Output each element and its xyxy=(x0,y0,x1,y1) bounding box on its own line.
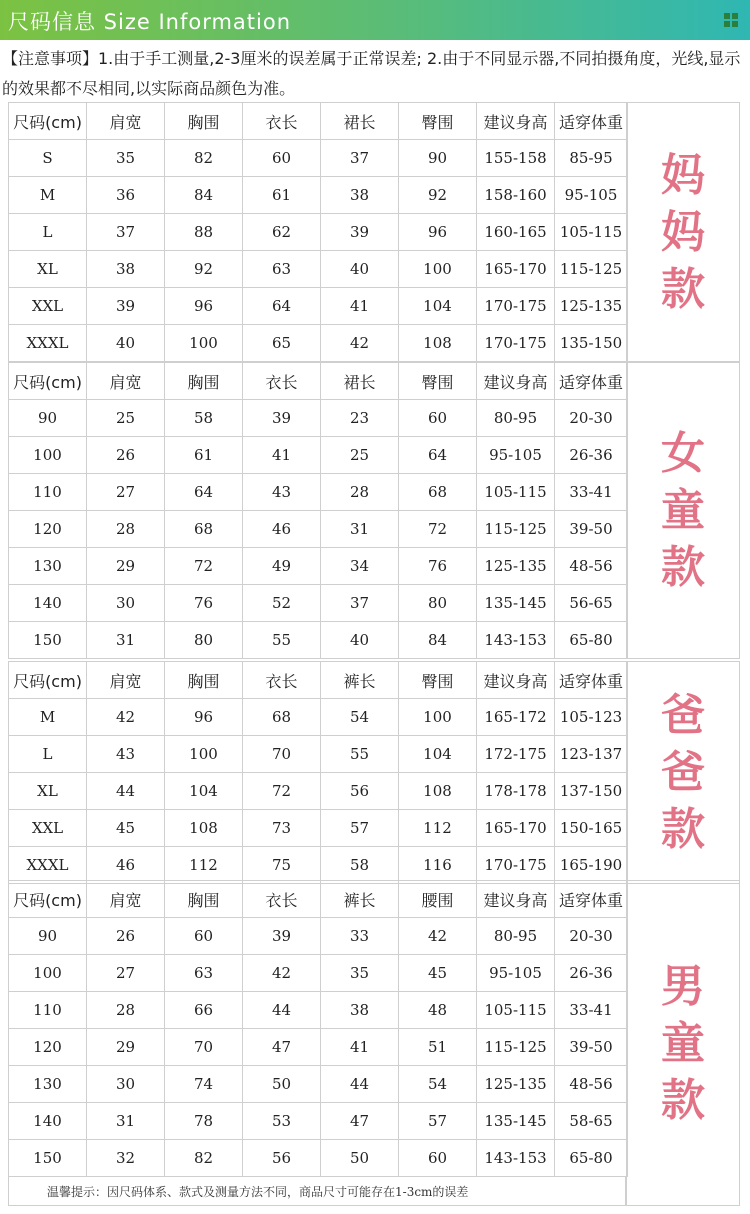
size-table xyxy=(8,661,628,884)
table-cell: 108 xyxy=(165,810,243,847)
table-cell: 95-105 xyxy=(477,955,555,992)
table-row xyxy=(9,1103,628,1140)
table-cell: 39 xyxy=(87,288,165,325)
table-cell: 104 xyxy=(399,736,477,773)
table-cell: 72 xyxy=(165,548,243,585)
size-section-4 xyxy=(8,880,628,1177)
table-cell: 165-170 xyxy=(477,251,555,288)
table-cell: 76 xyxy=(399,548,477,585)
table-cell: 43 xyxy=(243,474,321,511)
table-row xyxy=(9,992,628,1029)
table-cell: 26 xyxy=(87,918,165,955)
table-cell: 57 xyxy=(321,810,399,847)
table-cell: 55 xyxy=(243,622,321,659)
table-cell: 29 xyxy=(87,1029,165,1066)
column-header: 胸围 xyxy=(165,103,243,140)
table-cell: 105-115 xyxy=(477,474,555,511)
table-cell: 39 xyxy=(243,918,321,955)
table-cell: 23 xyxy=(321,400,399,437)
table-cell: 96 xyxy=(165,288,243,325)
column-header: 胸围 xyxy=(165,881,243,918)
table-cell: 45 xyxy=(87,810,165,847)
column-header: 适穿体重 xyxy=(555,103,628,140)
table-cell: 112 xyxy=(165,847,243,884)
table-cell: XXXL xyxy=(9,325,87,362)
table-cell: 32 xyxy=(87,1140,165,1177)
section-label-char: 童 xyxy=(661,485,705,536)
column-header: 肩宽 xyxy=(87,363,165,400)
section-label-char: 款 xyxy=(661,542,705,593)
table-cell: 120 xyxy=(9,511,87,548)
table-cell: 100 xyxy=(399,699,477,736)
table-cell: 42 xyxy=(87,699,165,736)
table-cell: 26-36 xyxy=(555,955,628,992)
table-cell: 66 xyxy=(165,992,243,1029)
table-cell: 34 xyxy=(321,548,399,585)
table-header-row xyxy=(9,103,628,140)
table-cell: 108 xyxy=(399,325,477,362)
table-cell: 63 xyxy=(243,251,321,288)
table-cell: 53 xyxy=(243,1103,321,1140)
table-cell: 60 xyxy=(399,1140,477,1177)
table-cell: XXXL xyxy=(9,847,87,884)
table-cell: 58 xyxy=(321,847,399,884)
column-header: 胸围 xyxy=(165,662,243,699)
table-cell: 41 xyxy=(321,288,399,325)
column-header: 尺码(cm) xyxy=(9,103,87,140)
section-label-char: 童 xyxy=(661,1017,705,1069)
table-row xyxy=(9,585,628,622)
table-cell: 170-175 xyxy=(477,288,555,325)
table-cell: 39-50 xyxy=(555,1029,628,1066)
table-row xyxy=(9,400,628,437)
table-cell: 58-65 xyxy=(555,1103,628,1140)
size-section-3 xyxy=(8,661,628,884)
table-row xyxy=(9,955,628,992)
table-cell: 40 xyxy=(87,325,165,362)
table-row xyxy=(9,847,628,884)
table-cell: 20-30 xyxy=(555,918,628,955)
table-cell: 92 xyxy=(399,177,477,214)
column-header: 臀围 xyxy=(399,363,477,400)
table-cell: 105-115 xyxy=(555,214,628,251)
table-cell: 112 xyxy=(399,810,477,847)
section-label xyxy=(626,362,740,659)
table-cell: 135-145 xyxy=(477,1103,555,1140)
column-header: 建议身高 xyxy=(477,103,555,140)
table-cell: 105-115 xyxy=(477,992,555,1029)
table-cell: 155-158 xyxy=(477,140,555,177)
table-cell: 26 xyxy=(87,437,165,474)
table-row xyxy=(9,548,628,585)
table-cell: 48 xyxy=(399,992,477,1029)
table-cell: 115-125 xyxy=(477,1029,555,1066)
table-cell: 61 xyxy=(165,437,243,474)
column-header: 适穿体重 xyxy=(555,662,628,699)
notice-text: 【注意事项】1.由于手工测量,2-3厘米的误差属于正常误差; 2.由于不同显示器,不同拍摄角度，光线,显示的效果都不尽相同,以实际商品颜色为准。 xyxy=(2,49,741,98)
table-cell: 41 xyxy=(243,437,321,474)
table-cell: 37 xyxy=(87,214,165,251)
size-table xyxy=(8,880,628,1177)
table-cell: 64 xyxy=(399,437,477,474)
table-cell: 140 xyxy=(9,1103,87,1140)
column-header: 建议身高 xyxy=(477,881,555,918)
table-cell: 44 xyxy=(321,1066,399,1103)
table-cell: 84 xyxy=(165,177,243,214)
table-row xyxy=(9,1029,628,1066)
table-cell: 150 xyxy=(9,622,87,659)
table-cell: 110 xyxy=(9,992,87,1029)
table-cell: 143-153 xyxy=(477,1140,555,1177)
column-header: 适穿体重 xyxy=(555,881,628,918)
table-cell: 35 xyxy=(87,140,165,177)
table-cell: 27 xyxy=(87,955,165,992)
table-cell: 78 xyxy=(165,1103,243,1140)
table-cell: 170-175 xyxy=(477,325,555,362)
column-header: 适穿体重 xyxy=(555,363,628,400)
table-cell: 20-30 xyxy=(555,400,628,437)
table-cell: XL xyxy=(9,773,87,810)
table-cell: 96 xyxy=(165,699,243,736)
table-cell: 37 xyxy=(321,585,399,622)
table-row xyxy=(9,325,628,362)
table-cell: 100 xyxy=(9,955,87,992)
column-header: 尺码(cm) xyxy=(9,662,87,699)
column-header: 尺码(cm) xyxy=(9,881,87,918)
table-row xyxy=(9,288,628,325)
table-cell: 68 xyxy=(165,511,243,548)
table-row xyxy=(9,140,628,177)
table-cell: 64 xyxy=(243,288,321,325)
table-cell: 38 xyxy=(321,177,399,214)
table-cell: 65 xyxy=(243,325,321,362)
table-cell: 27 xyxy=(87,474,165,511)
section-label-char: 款 xyxy=(661,1074,705,1126)
column-header: 裤长 xyxy=(321,881,399,918)
table-cell: 68 xyxy=(399,474,477,511)
table-cell: 40 xyxy=(321,251,399,288)
table-row xyxy=(9,773,628,810)
table-cell: 104 xyxy=(399,288,477,325)
table-cell: 64 xyxy=(165,474,243,511)
table-cell: 158-160 xyxy=(477,177,555,214)
table-cell: 116 xyxy=(399,847,477,884)
size-section-1 xyxy=(8,102,628,362)
table-cell: 31 xyxy=(87,622,165,659)
table-cell: 70 xyxy=(165,1029,243,1066)
table-cell: 100 xyxy=(399,251,477,288)
table-row xyxy=(9,214,628,251)
table-cell: 150-165 xyxy=(555,810,628,847)
section-label-char: 妈 xyxy=(661,206,705,258)
table-cell: 46 xyxy=(87,847,165,884)
table-cell: 165-190 xyxy=(555,847,628,884)
table-cell: 36 xyxy=(87,177,165,214)
column-header: 建议身高 xyxy=(477,363,555,400)
table-row xyxy=(9,251,628,288)
table-row xyxy=(9,810,628,847)
table-cell: 26-36 xyxy=(555,437,628,474)
table-cell: 95-105 xyxy=(477,437,555,474)
table-cell: 80-95 xyxy=(477,918,555,955)
table-cell: 137-150 xyxy=(555,773,628,810)
column-header: 衣长 xyxy=(243,881,321,918)
table-cell: 82 xyxy=(165,1140,243,1177)
section-label-char: 妈 xyxy=(661,149,705,201)
table-cell: 44 xyxy=(243,992,321,1029)
table-cell: 115-125 xyxy=(555,251,628,288)
column-header: 衣长 xyxy=(243,363,321,400)
table-cell: 90 xyxy=(9,918,87,955)
table-cell: 38 xyxy=(321,992,399,1029)
table-cell: 60 xyxy=(243,140,321,177)
section-label xyxy=(626,661,740,884)
table-cell: 42 xyxy=(321,325,399,362)
table-cell: 48-56 xyxy=(555,1066,628,1103)
table-cell: 130 xyxy=(9,1066,87,1103)
table-cell: XXL xyxy=(9,288,87,325)
table-cell: 172-175 xyxy=(477,736,555,773)
table-cell: 49 xyxy=(243,548,321,585)
table-row xyxy=(9,1140,628,1177)
table-cell: 38 xyxy=(87,251,165,288)
table-cell: 88 xyxy=(165,214,243,251)
table-header-row xyxy=(9,662,628,699)
table-cell: 56 xyxy=(243,1140,321,1177)
section-label-char: 爸 xyxy=(661,690,705,741)
table-cell: 42 xyxy=(243,955,321,992)
table-cell: 33-41 xyxy=(555,992,628,1029)
table-cell: 31 xyxy=(87,1103,165,1140)
table-cell: 72 xyxy=(399,511,477,548)
table-cell: 68 xyxy=(243,699,321,736)
table-cell: L xyxy=(9,736,87,773)
table-cell: 41 xyxy=(321,1029,399,1066)
table-cell: 90 xyxy=(9,400,87,437)
table-cell: 76 xyxy=(165,585,243,622)
table-cell: 35 xyxy=(321,955,399,992)
table-cell: 82 xyxy=(165,140,243,177)
table-cell: 28 xyxy=(87,511,165,548)
table-cell: 130 xyxy=(9,548,87,585)
table-cell: 28 xyxy=(87,992,165,1029)
table-cell: 160-165 xyxy=(477,214,555,251)
table-cell: 80 xyxy=(399,585,477,622)
table-row xyxy=(9,474,628,511)
table-cell: 170-175 xyxy=(477,847,555,884)
column-header: 臀围 xyxy=(399,662,477,699)
page-header xyxy=(0,0,750,40)
grid-icon xyxy=(724,13,738,27)
table-cell: 47 xyxy=(321,1103,399,1140)
table-cell: 61 xyxy=(243,177,321,214)
table-cell: 25 xyxy=(321,437,399,474)
section-label-char: 爸 xyxy=(661,747,705,798)
table-cell: 51 xyxy=(399,1029,477,1066)
table-cell: 115-125 xyxy=(477,511,555,548)
table-row xyxy=(9,1066,628,1103)
column-header: 裙长 xyxy=(321,103,399,140)
size-table xyxy=(8,102,628,362)
table-cell: 52 xyxy=(243,585,321,622)
table-cell: 30 xyxy=(87,1066,165,1103)
table-cell: 33 xyxy=(321,918,399,955)
table-cell: XL xyxy=(9,251,87,288)
table-cell: 104 xyxy=(165,773,243,810)
table-header-row xyxy=(9,363,628,400)
table-cell: 70 xyxy=(243,736,321,773)
table-cell: 110 xyxy=(9,474,87,511)
table-cell: 125-135 xyxy=(477,548,555,585)
table-cell: 100 xyxy=(165,736,243,773)
table-cell: 42 xyxy=(399,918,477,955)
table-cell: 47 xyxy=(243,1029,321,1066)
table-cell: 125-135 xyxy=(477,1066,555,1103)
page-title: 尺码信息 Size Information xyxy=(8,10,292,34)
section-label-char: 男 xyxy=(661,960,705,1012)
table-row xyxy=(9,177,628,214)
table-cell: 40 xyxy=(321,622,399,659)
table-cell: 80-95 xyxy=(477,400,555,437)
column-header: 肩宽 xyxy=(87,103,165,140)
size-table xyxy=(8,362,628,659)
table-cell: 25 xyxy=(87,400,165,437)
table-cell: 135-150 xyxy=(555,325,628,362)
table-cell: 39 xyxy=(243,400,321,437)
table-cell: XXL xyxy=(9,810,87,847)
table-cell: 80 xyxy=(165,622,243,659)
table-cell: 56-65 xyxy=(555,585,628,622)
table-cell: 84 xyxy=(399,622,477,659)
table-cell: 150 xyxy=(9,1140,87,1177)
column-header: 建议身高 xyxy=(477,662,555,699)
table-cell: 45 xyxy=(399,955,477,992)
column-header: 胸围 xyxy=(165,363,243,400)
table-cell: 57 xyxy=(399,1103,477,1140)
table-cell: 96 xyxy=(399,214,477,251)
section-label-char: 款 xyxy=(661,804,705,855)
table-cell: 54 xyxy=(399,1066,477,1103)
footer-tip: 温馨提示：因尺码体系、款式及测量方法不同，商品尺寸可能存在1-3cm的误差 xyxy=(8,1176,626,1206)
column-header: 腰围 xyxy=(399,881,477,918)
table-cell: 55 xyxy=(321,736,399,773)
table-cell: L xyxy=(9,214,87,251)
table-cell: 165-170 xyxy=(477,810,555,847)
table-cell: 60 xyxy=(165,918,243,955)
table-cell: 43 xyxy=(87,736,165,773)
table-cell: 50 xyxy=(321,1140,399,1177)
table-row xyxy=(9,918,628,955)
table-cell: 56 xyxy=(321,773,399,810)
table-row xyxy=(9,511,628,548)
table-cell: 48-56 xyxy=(555,548,628,585)
table-cell: 58 xyxy=(165,400,243,437)
table-cell: 65-80 xyxy=(555,1140,628,1177)
table-cell: 44 xyxy=(87,773,165,810)
table-cell: 135-145 xyxy=(477,585,555,622)
table-cell: 65-80 xyxy=(555,622,628,659)
table-cell: 30 xyxy=(87,585,165,622)
table-header-row xyxy=(9,881,628,918)
table-row xyxy=(9,437,628,474)
section-label xyxy=(626,102,740,362)
column-header: 衣长 xyxy=(243,103,321,140)
column-header: 裙长 xyxy=(321,363,399,400)
table-cell: 63 xyxy=(165,955,243,992)
table-cell: M xyxy=(9,177,87,214)
section-label-char: 女 xyxy=(661,428,705,479)
column-header: 衣长 xyxy=(243,662,321,699)
table-cell: 143-153 xyxy=(477,622,555,659)
table-cell: 120 xyxy=(9,1029,87,1066)
table-row xyxy=(9,699,628,736)
table-cell: 29 xyxy=(87,548,165,585)
table-cell: 74 xyxy=(165,1066,243,1103)
table-cell: 33-41 xyxy=(555,474,628,511)
table-cell: M xyxy=(9,699,87,736)
table-cell: 108 xyxy=(399,773,477,810)
table-cell: 90 xyxy=(399,140,477,177)
table-cell: 39 xyxy=(321,214,399,251)
column-header: 肩宽 xyxy=(87,881,165,918)
table-cell: 60 xyxy=(399,400,477,437)
table-cell: 72 xyxy=(243,773,321,810)
table-cell: 50 xyxy=(243,1066,321,1103)
section-label-char: 款 xyxy=(661,263,705,315)
table-cell: 125-135 xyxy=(555,288,628,325)
section-label xyxy=(626,880,740,1206)
table-cell: 123-137 xyxy=(555,736,628,773)
table-cell: 39-50 xyxy=(555,511,628,548)
table-cell: 75 xyxy=(243,847,321,884)
table-cell: 85-95 xyxy=(555,140,628,177)
table-cell: 46 xyxy=(243,511,321,548)
table-cell: 92 xyxy=(165,251,243,288)
column-header: 尺码(cm) xyxy=(9,363,87,400)
column-header: 臀围 xyxy=(399,103,477,140)
table-cell: 31 xyxy=(321,511,399,548)
table-cell: 62 xyxy=(243,214,321,251)
table-cell: S xyxy=(9,140,87,177)
size-section-2 xyxy=(8,362,628,659)
table-cell: 54 xyxy=(321,699,399,736)
table-cell: 28 xyxy=(321,474,399,511)
table-cell: 100 xyxy=(9,437,87,474)
table-cell: 105-123 xyxy=(555,699,628,736)
table-cell: 165-172 xyxy=(477,699,555,736)
table-cell: 178-178 xyxy=(477,773,555,810)
table-cell: 140 xyxy=(9,585,87,622)
table-cell: 37 xyxy=(321,140,399,177)
column-header: 肩宽 xyxy=(87,662,165,699)
column-header: 裤长 xyxy=(321,662,399,699)
table-cell: 95-105 xyxy=(555,177,628,214)
table-row xyxy=(9,622,628,659)
table-row xyxy=(9,736,628,773)
table-cell: 100 xyxy=(165,325,243,362)
table-cell: 73 xyxy=(243,810,321,847)
